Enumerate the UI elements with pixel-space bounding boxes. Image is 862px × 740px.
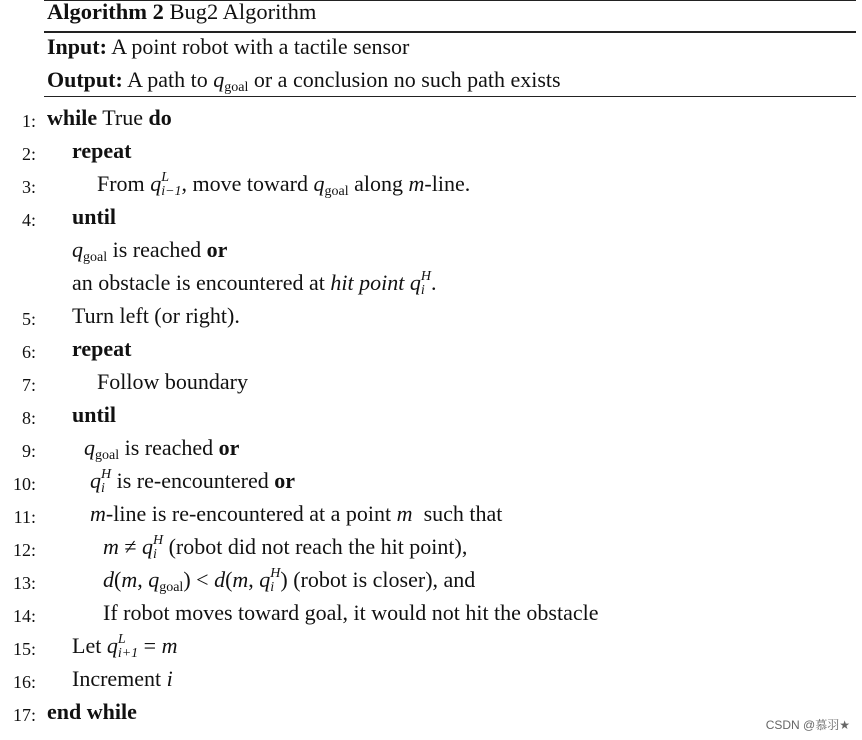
line-number: 14:: [12, 606, 36, 626]
line-number: 1:: [21, 111, 36, 131]
line-number: 2:: [21, 144, 36, 164]
algo-line: 9: $q_{goal}$ is reached or: [0, 433, 862, 466]
algo-line: 3: From q L i−1 , move toward $q_{goal}$ along m-line.: [0, 169, 862, 202]
algo-line: 15: Let q L i+1 = m: [0, 631, 862, 664]
algo-line: $q_{goal}$ is reached or: [72, 237, 228, 266]
line-number: 9:: [21, 441, 36, 461]
line-number: 7:: [21, 375, 36, 395]
algo-line: 1: while True do: [0, 103, 862, 136]
line-number: 6:: [21, 342, 36, 362]
algo-line: 10: q H i is re-encountered or: [0, 466, 862, 499]
line-number: 16:: [12, 672, 36, 692]
output-line: Output: A path to $q_{goal}$ or a conclusion no such path exists: [47, 67, 561, 96]
input-line: Input: A point robot with a tactile sensor: [47, 34, 410, 59]
line-number: 17:: [12, 705, 36, 725]
title-rule: [44, 31, 856, 33]
line-number: 11:: [13, 507, 36, 527]
watermark: CSDN @慕羽★: [765, 718, 850, 732]
algo-line: 12: m ≠ q H i (robot did not reach the hit point),: [0, 532, 862, 565]
algo-line: 2: repeat: [0, 136, 862, 169]
algo-line: 14: If robot moves toward goal, it would not hit the obstacle: [0, 598, 862, 631]
algorithm-title: Algorithm 2 Bug2 Algorithm: [47, 0, 317, 24]
algo-line: 6: repeat: [0, 334, 862, 367]
line-number: 10:: [12, 474, 36, 494]
line-number: 12:: [12, 540, 36, 560]
algo-line: 4: until: [0, 202, 862, 235]
algo-line: 13: d(m, $q_{goal}) < d(m$, q H i ) (robot is closer), and: [0, 565, 862, 598]
algo-line: an obstacle is encountered at hit point q H i .: [72, 269, 437, 298]
algo-line: 7: Follow boundary: [0, 367, 862, 400]
line-number: 3:: [21, 177, 36, 197]
line-number: 13:: [12, 573, 36, 593]
io-rule: [44, 96, 856, 97]
algo-line: 16: Increment i: [0, 664, 862, 697]
line-number: 5:: [21, 309, 36, 329]
line-number: 15:: [12, 639, 36, 659]
algo-line: 17: end while: [0, 697, 862, 730]
line-number: 4:: [21, 210, 36, 230]
algo-line: 11: m-line is re-encountered at a point m such that: [0, 499, 862, 532]
algo-line: 8: until: [0, 400, 862, 433]
algo-line: 5: Turn left (or right).: [0, 301, 862, 334]
line-number: 8:: [21, 408, 36, 428]
